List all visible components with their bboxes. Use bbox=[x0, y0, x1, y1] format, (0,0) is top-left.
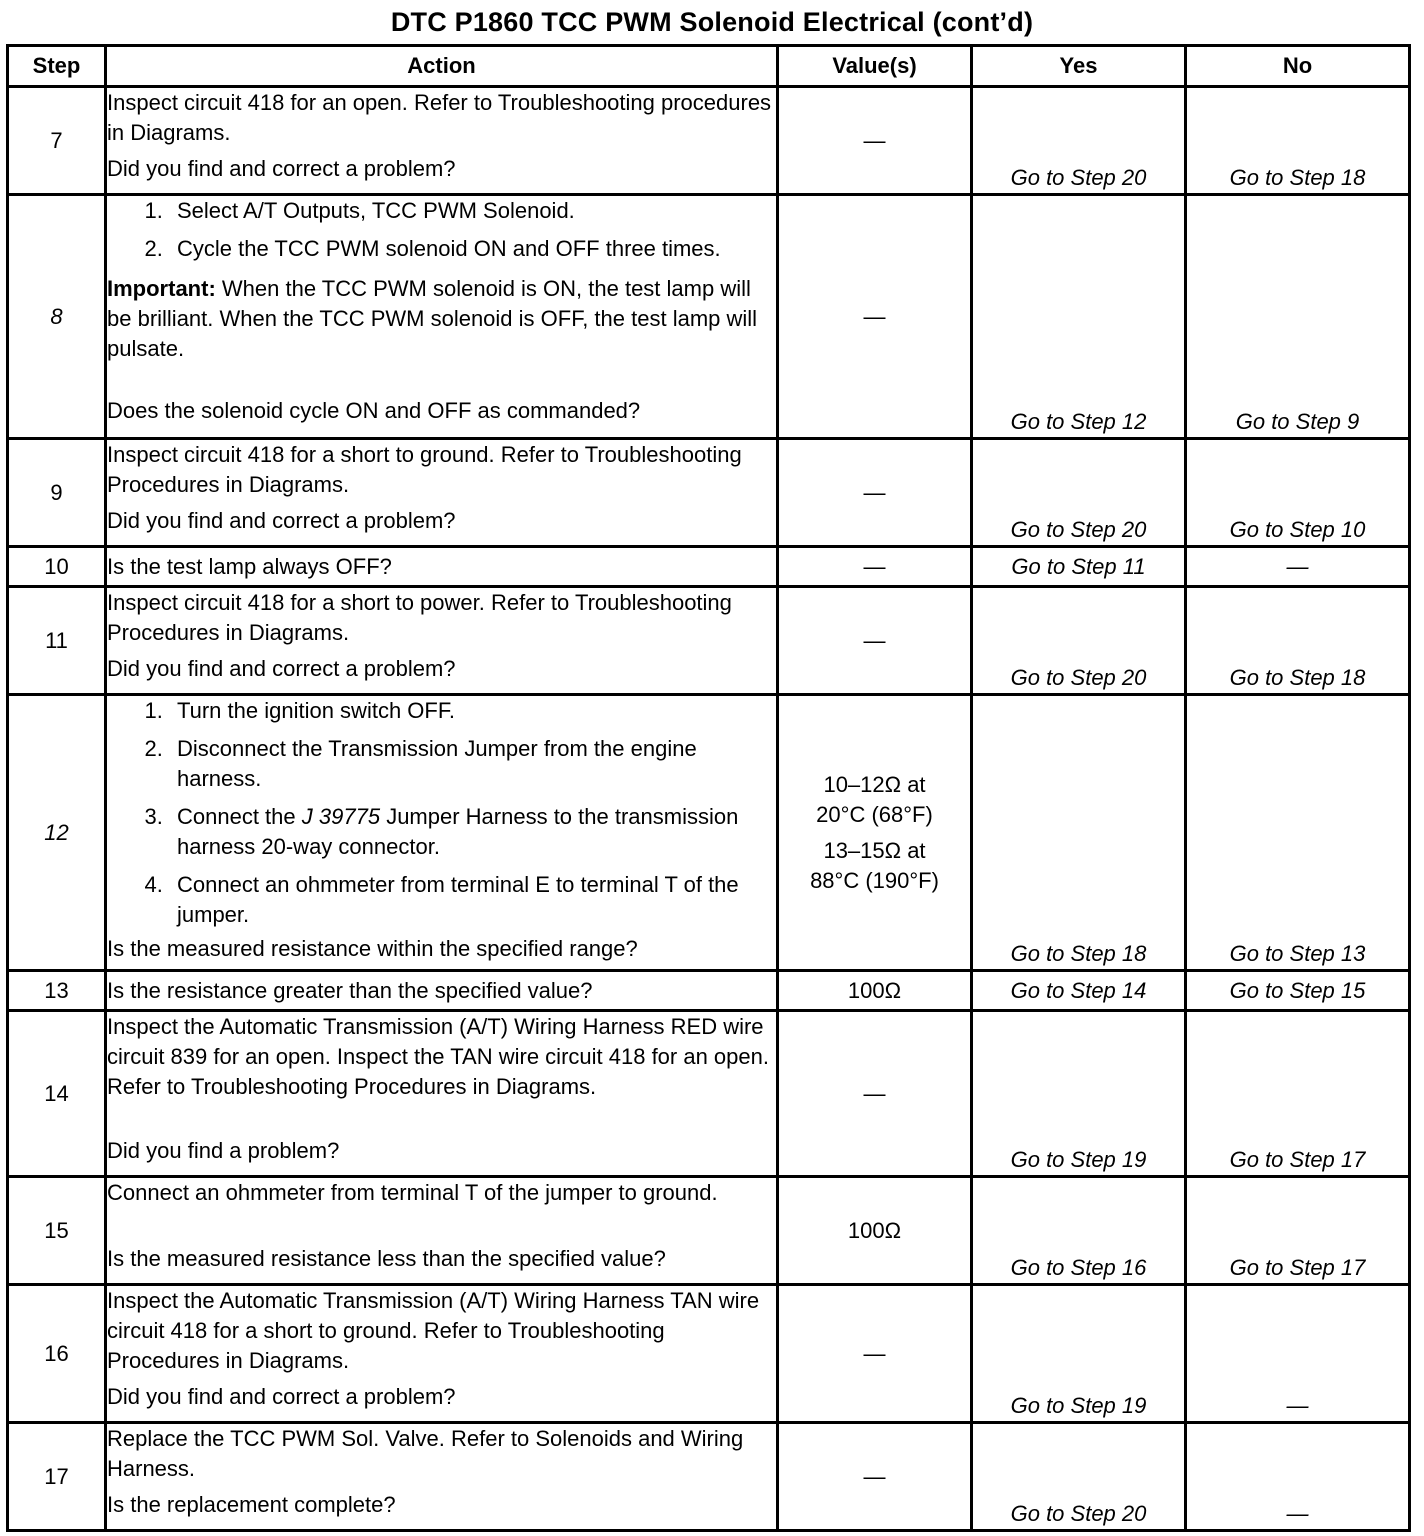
column-header-no: No bbox=[1186, 46, 1410, 87]
action-question: Does the solenoid cycle ON and OFF as commanded? bbox=[107, 398, 641, 423]
important-note bbox=[107, 274, 776, 364]
action-cell bbox=[106, 195, 778, 439]
column-header-action: Action bbox=[106, 46, 778, 87]
step-number: 13 bbox=[8, 971, 106, 1011]
action-cell bbox=[106, 971, 778, 1011]
action-question: Did you find and correct a problem? bbox=[107, 156, 456, 181]
step-number: 9 bbox=[8, 439, 106, 547]
yes-cell: Go to Step 18 bbox=[972, 695, 1186, 971]
action-question: Is the measured resistance within the specified range? bbox=[107, 936, 638, 961]
value-cell: — bbox=[778, 1423, 972, 1531]
list-item: 1. Turn the ignition switch OFF. bbox=[169, 696, 776, 726]
action-question: Is the resistance greater than the specified value? bbox=[107, 977, 593, 1003]
action-cell bbox=[106, 1285, 778, 1423]
action-text: Inspect the Automatic Transmission (A/T) Wiring Harness TAN wire circuit 418 for a short to ground. Refer to Troubleshooting Procedures in Diagrams. bbox=[107, 1288, 760, 1373]
column-header-step: Step bbox=[8, 46, 106, 87]
table-row bbox=[8, 1011, 1410, 1177]
value-cell: — bbox=[778, 1011, 972, 1177]
action-question: Did you find and correct a problem? bbox=[107, 508, 456, 533]
action-question: Is the measured resistance less than the specified value? bbox=[107, 1246, 666, 1271]
table-row bbox=[8, 971, 1410, 1011]
action-question: Did you find a problem? bbox=[107, 1138, 340, 1163]
no-cell: — bbox=[1186, 1423, 1410, 1531]
yes-cell: Go to Step 19 bbox=[972, 1285, 1186, 1423]
value-cell: 100Ω bbox=[778, 971, 972, 1011]
table-row bbox=[8, 1177, 1410, 1285]
no-cell: — bbox=[1186, 1285, 1410, 1423]
resistance-spec: 10–12Ω at 20°C (68°F) bbox=[816, 771, 933, 827]
yes-cell: Go to Step 14 bbox=[972, 971, 1186, 1011]
table-header-row bbox=[8, 46, 1410, 87]
list-item bbox=[169, 802, 776, 862]
action-text: Inspect circuit 418 for a short to power. Refer to Troubleshooting Procedures in Diagrams. bbox=[107, 590, 732, 645]
no-cell: Go to Step 17 bbox=[1186, 1011, 1410, 1177]
action-text: Connect an ohmmeter from terminal T of the jumper to ground. bbox=[107, 1180, 718, 1205]
yes-cell: Go to Step 20 bbox=[972, 587, 1186, 695]
action-cell bbox=[106, 547, 778, 587]
list-item: 1. Select A/T Outputs, TCC PWM Solenoid. bbox=[169, 196, 776, 226]
list-item-text: Connect the bbox=[177, 804, 296, 829]
step-number: 17 bbox=[8, 1423, 106, 1531]
step-number: 14 bbox=[8, 1011, 106, 1177]
action-text: Inspect circuit 418 for a short to ground. Refer to Troubleshooting Procedures in Diagrams. bbox=[107, 442, 742, 497]
page-title: DTC P1860 TCC PWM Solenoid Electrical (cont’d) bbox=[390, 7, 1034, 37]
value-cell: 100Ω bbox=[778, 1177, 972, 1285]
value-cell: — bbox=[778, 547, 972, 587]
step-number: 10 bbox=[8, 547, 106, 587]
list-item: 2. Disconnect the Transmission Jumper from the engine harness. bbox=[169, 734, 776, 794]
action-question: Did you find and correct a problem? bbox=[107, 656, 456, 681]
yes-cell: Go to Step 16 bbox=[972, 1177, 1186, 1285]
action-text: Inspect circuit 418 for an open. Refer to Troubleshooting procedures in Diagrams. bbox=[107, 90, 772, 145]
value-cell: — bbox=[778, 87, 972, 195]
value-cell: — bbox=[778, 439, 972, 547]
no-cell: Go to Step 18 bbox=[1186, 587, 1410, 695]
step-number: 15 bbox=[8, 1177, 106, 1285]
no-cell: Go to Step 9 bbox=[1186, 195, 1410, 439]
yes-cell: Go to Step 20 bbox=[972, 87, 1186, 195]
important-label: Important: bbox=[107, 276, 216, 301]
table-row bbox=[8, 87, 1410, 195]
action-cell bbox=[106, 1177, 778, 1285]
table-row bbox=[8, 1423, 1410, 1531]
no-cell: Go to Step 17 bbox=[1186, 1177, 1410, 1285]
tool-number: J 39775 bbox=[301, 804, 381, 829]
important-text: When the TCC PWM solenoid is ON, the test lamp will be brilliant. When the TCC PWM solenoid is OFF, the test lamp will pulsate. bbox=[107, 276, 758, 361]
no-cell: — bbox=[1186, 547, 1410, 587]
procedure-list bbox=[107, 696, 776, 930]
list-item-text: Jumper Harness to the transmission harness 20-way connector. bbox=[177, 804, 739, 859]
table-row bbox=[8, 439, 1410, 547]
action-cell bbox=[106, 439, 778, 547]
value-cell: — bbox=[778, 1285, 972, 1423]
yes-cell: Go to Step 11 bbox=[972, 547, 1186, 587]
action-cell bbox=[106, 695, 778, 971]
procedure-list bbox=[107, 196, 776, 264]
action-cell bbox=[106, 587, 778, 695]
list-item: 2. Cycle the TCC PWM solenoid ON and OFF three times. bbox=[169, 234, 776, 264]
column-header-yes: Yes bbox=[972, 46, 1186, 87]
yes-cell: Go to Step 19 bbox=[972, 1011, 1186, 1177]
list-item: 4. Connect an ohmmeter from terminal E to terminal T of the jumper. bbox=[169, 870, 776, 930]
action-question: Did you find and correct a problem? bbox=[107, 1384, 456, 1409]
no-cell: Go to Step 13 bbox=[1186, 695, 1410, 971]
action-cell bbox=[106, 1011, 778, 1177]
table-row bbox=[8, 695, 1410, 971]
table-row bbox=[8, 1285, 1410, 1423]
step-number: 12 bbox=[8, 695, 106, 971]
yes-cell: Go to Step 12 bbox=[972, 195, 1186, 439]
value-cell: — bbox=[778, 195, 972, 439]
value-cell bbox=[778, 695, 972, 971]
step-number: 11 bbox=[8, 587, 106, 695]
action-cell bbox=[106, 1423, 778, 1531]
column-header-values: Value(s) bbox=[778, 46, 972, 87]
action-cell bbox=[106, 87, 778, 195]
diagnostic-table bbox=[6, 44, 1411, 1532]
step-number: 7 bbox=[8, 87, 106, 195]
table-row bbox=[8, 195, 1410, 439]
yes-cell: Go to Step 20 bbox=[972, 439, 1186, 547]
step-number: 8 bbox=[8, 195, 106, 439]
resistance-spec: 13–15Ω at 88°C (190°F) bbox=[810, 837, 939, 893]
action-text: Replace the TCC PWM Sol. Valve. Refer to Solenoids and Wiring Harness. bbox=[107, 1426, 744, 1481]
no-cell: Go to Step 15 bbox=[1186, 971, 1410, 1011]
no-cell: Go to Step 18 bbox=[1186, 87, 1410, 195]
table-row bbox=[8, 547, 1410, 587]
action-question: Is the test lamp always OFF? bbox=[107, 553, 392, 579]
no-cell: Go to Step 10 bbox=[1186, 439, 1410, 547]
yes-cell: Go to Step 20 bbox=[972, 1423, 1186, 1531]
step-number: 16 bbox=[8, 1285, 106, 1423]
value-cell: — bbox=[778, 587, 972, 695]
action-question: Is the replacement complete? bbox=[107, 1492, 396, 1517]
table-row bbox=[8, 587, 1410, 695]
action-text: Inspect the Automatic Transmission (A/T) Wiring Harness RED wire circuit 839 for an open. Inspect the TAN wire circuit 418 for an open. Refer to Troubleshooting Procedures in Diagrams. bbox=[107, 1014, 769, 1099]
